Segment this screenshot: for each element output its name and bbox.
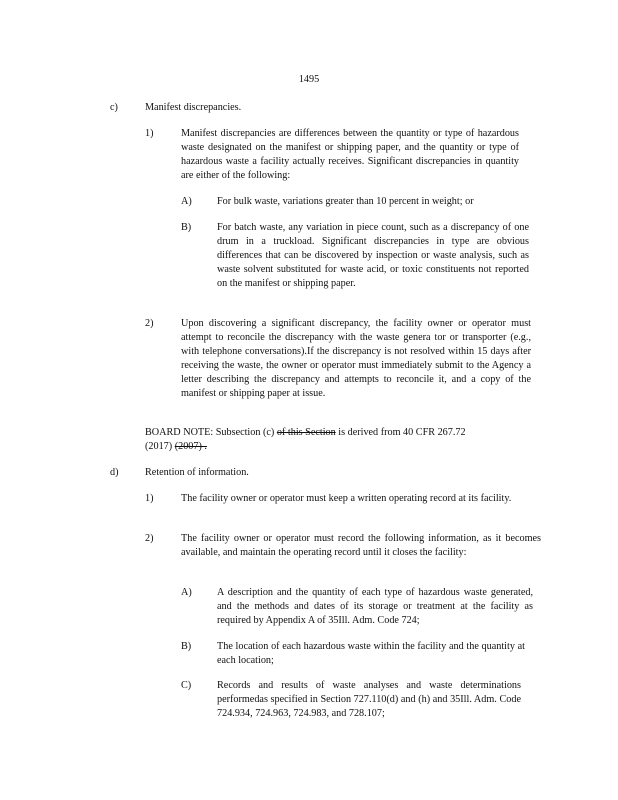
board-note-year: (2017) <box>145 440 173 452</box>
item-d2-label: 2) <box>145 533 154 544</box>
subitem-c1a-text: For bulk waste, variations greater than 10 percent in weight; or <box>217 196 474 207</box>
board-note-struck-year: (2007) . <box>174 440 207 452</box>
subitem-d2c-label: C) <box>181 680 192 691</box>
subitem-d2a-label: A) <box>181 587 192 598</box>
section-c-heading: Manifest discrepancies. <box>145 102 242 113</box>
board-note <box>145 426 545 454</box>
board-note-struck-text: of this Section <box>276 427 336 438</box>
subitem-d2c-text: Records and results of waste analyses and waste determinations performedas specified in Section 727.110(d) and (h) and 35Ill. Adm. Code 724.934, 724.963, 724.983, and 728.107; <box>217 680 521 719</box>
subitem-d2b-label: B) <box>181 641 192 652</box>
board-note-citation: is derived from 40 CFR 267.72 <box>338 427 466 438</box>
item-c2-label: 2) <box>145 318 154 329</box>
subitem-d2a-text: A description and the quantity of each type of hazardous waste generated, and the methods and dates of its storage or treatment at the facility as required by Appendix A of 35Ill. Adm. Code 724; <box>217 587 533 626</box>
item-d1-text: The facility owner or operator must keep a written operating record at its facility. <box>181 493 512 504</box>
subitem-c1b-label: B) <box>181 222 192 233</box>
subitem-d2b-text: The location of each hazardous waste within the facility and the quantity at each location; <box>217 641 525 666</box>
item-d1-label: 1) <box>145 493 154 504</box>
item-d2-text: The facility owner or operator must record the following information, as it becomes available, and maintain the operating record until it closes the facility: <box>181 533 541 558</box>
section-d-label: d) <box>110 467 119 478</box>
item-c1-label: 1) <box>145 128 154 139</box>
item-c2-text: Upon discovering a significant discrepancy, the facility owner or operator must attempt to reconcile the discrepancy with the waste genera tor or transporter (e.g., with telephone conversations).If the discrepancy is not resolved within 15 days after receiving the waste, the owner or operator must immediately submit to the Agency a letter describing the discrepancy and attempts to reconcile it, and a copy of the manifest or shipping paper at issue. <box>181 318 531 399</box>
section-d-heading: Retention of information. <box>145 467 249 478</box>
section-c-label: c) <box>110 102 118 113</box>
subitem-c1b-text: For batch waste, any variation in piece count, such as a discrepancy of one drum in a truckload. Significant discrepancies in type are obvious differences that can be discovered by inspection or waste analysis, such as waste solvent substituted for waste acid, or toxic constituents not reported on the manifest or shipping paper. <box>217 222 529 289</box>
subitem-c1a-label: A) <box>181 196 192 207</box>
item-c1-text: Manifest discrepancies are differences between the quantity or type of hazardous waste designated on the manifest or shipping paper, and the quantity or type of hazardous waste a facility actually receives. Significant discrepancies in quantity are either of the following: <box>181 128 519 181</box>
page-number: 1495 <box>298 74 320 85</box>
board-note-prefix: BOARD NOTE: Subsection (c) <box>145 427 275 438</box>
